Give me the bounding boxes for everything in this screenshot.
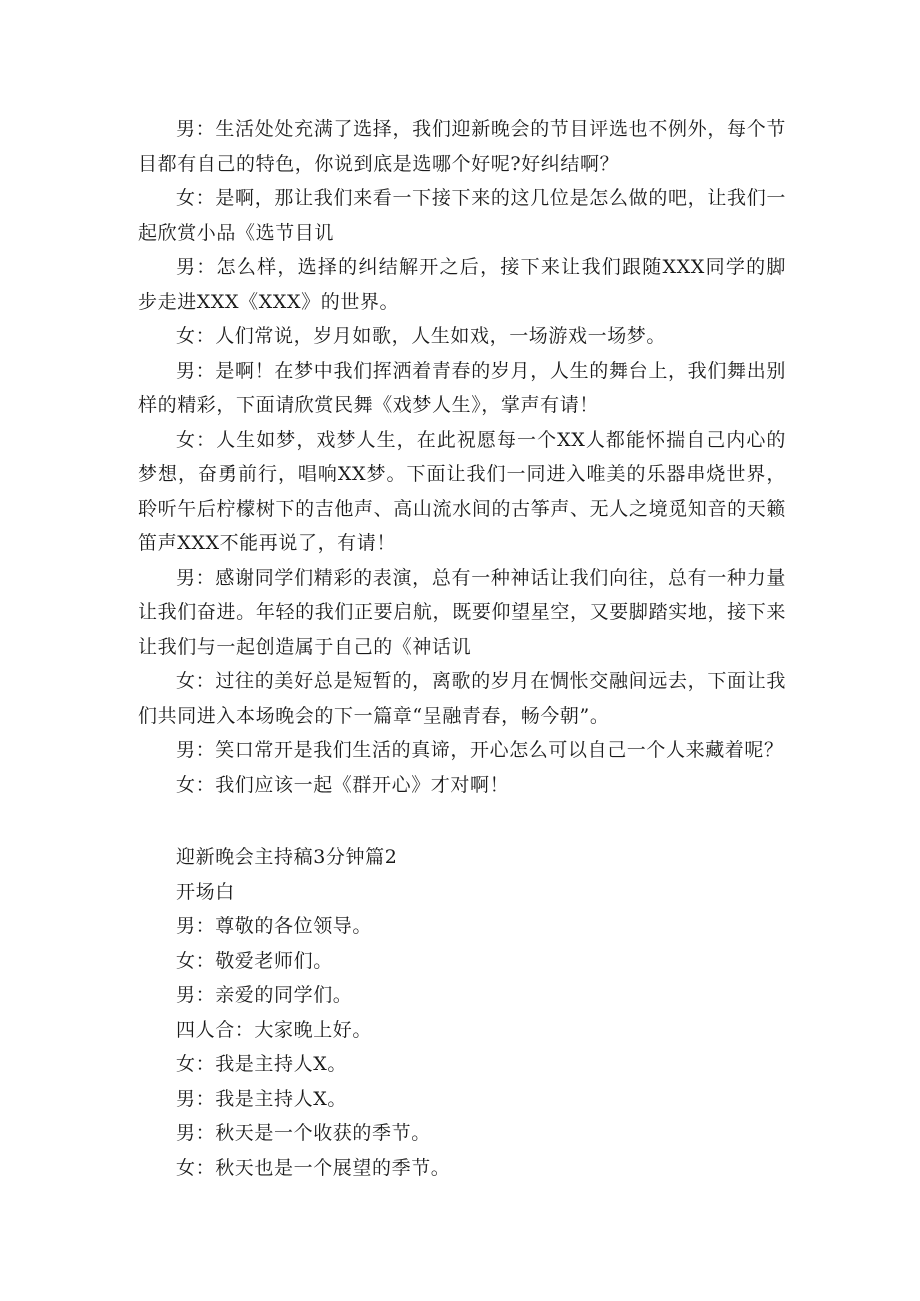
dialogue-paragraph: 女：人生如梦，戏梦人生，在此祝愿每一个XX人都能怀揣自己内心的梦想，奋勇前行，唱响XX梦。下面让我们一同进入唯美的乐器串烧世界，聆听午后柠檬树下的吉他声、高山流水间的古筝声、无人之境觅知音的天籁笛声XXX不能再说了，有请！ <box>138 428 786 554</box>
dialogue-paragraph: 女：人们常说，岁月如歌，人生如戏，一场游戏一场梦。 <box>176 325 667 347</box>
dialogue-line: 男：我是主持人X。 <box>176 1087 347 1110</box>
dialogue-paragraph: 男：是啊！在梦中我们挥洒着青春的岁月，人生的舞台上，我们舞出别样的精彩，下面请欣赏民舞《戏梦人生》，掌声有请！ <box>138 359 786 416</box>
dialogue-paragraph: 女：是啊，那让我们来看一下接下来的这几位是怎么做的吧，让我们一起欣赏小品《选节目讥 <box>138 187 786 244</box>
dialogue-line: 男：亲爱的同学们。 <box>176 984 353 1006</box>
section-title: 迎新晚会主持稿3分钟篇2 <box>176 846 398 868</box>
dialogue-line: 男：秋天是一个收获的季节。 <box>176 1122 431 1144</box>
dialogue-paragraph: 女：过往的美好总是短暂的，离歌的岁月在惆怅交融间远去，下面让我们共同进入本场晚会的下一篇章“呈融青春，畅今朝”。 <box>138 670 786 727</box>
dialogue-paragraph: 男：生活处处充满了选择，我们迎新晚会的节目评选也不例外，每个节目都有自己的特色，你说到底是选哪个好呢?好纠结啊？ <box>138 118 786 175</box>
document-body <box>138 112 786 1185</box>
dialogue-line: 女：秋天也是一个展望的季节。 <box>176 1156 451 1179</box>
dialogue-line: 女：敬爱老师们。 <box>176 949 333 972</box>
dialogue-line: 四人合：大家晚上好。 <box>176 1018 373 1041</box>
dialogue-paragraph: 女：我们应该一起《群开心》才对啊！ <box>176 773 510 796</box>
dialogue-line: 女：我是主持人X。 <box>176 1053 347 1075</box>
dialogue-paragraph: 男：感谢同学们精彩的表演，总有一种神话让我们向往，总有一种力量让我们奋进。年轻的我们正要启航，既要仰望星空，又要脚踏实地，接下来让我们与一起创造属于自己的《神话讥 <box>138 566 786 658</box>
section-spacer <box>138 802 786 840</box>
dialogue-paragraph: 男：怎么样，选择的纠结解开之后，接下来让我们跟随XXX同学的脚步走进XXX《XXX》的世界。 <box>138 256 786 313</box>
dialogue-paragraph: 男：笑口常开是我们生活的真谛，开心怎么可以自己一个人来藏着呢？ <box>176 739 784 761</box>
section-subtitle: 开场白 <box>176 880 235 903</box>
dialogue-line: 男：尊敬的各位领导。 <box>176 915 373 937</box>
